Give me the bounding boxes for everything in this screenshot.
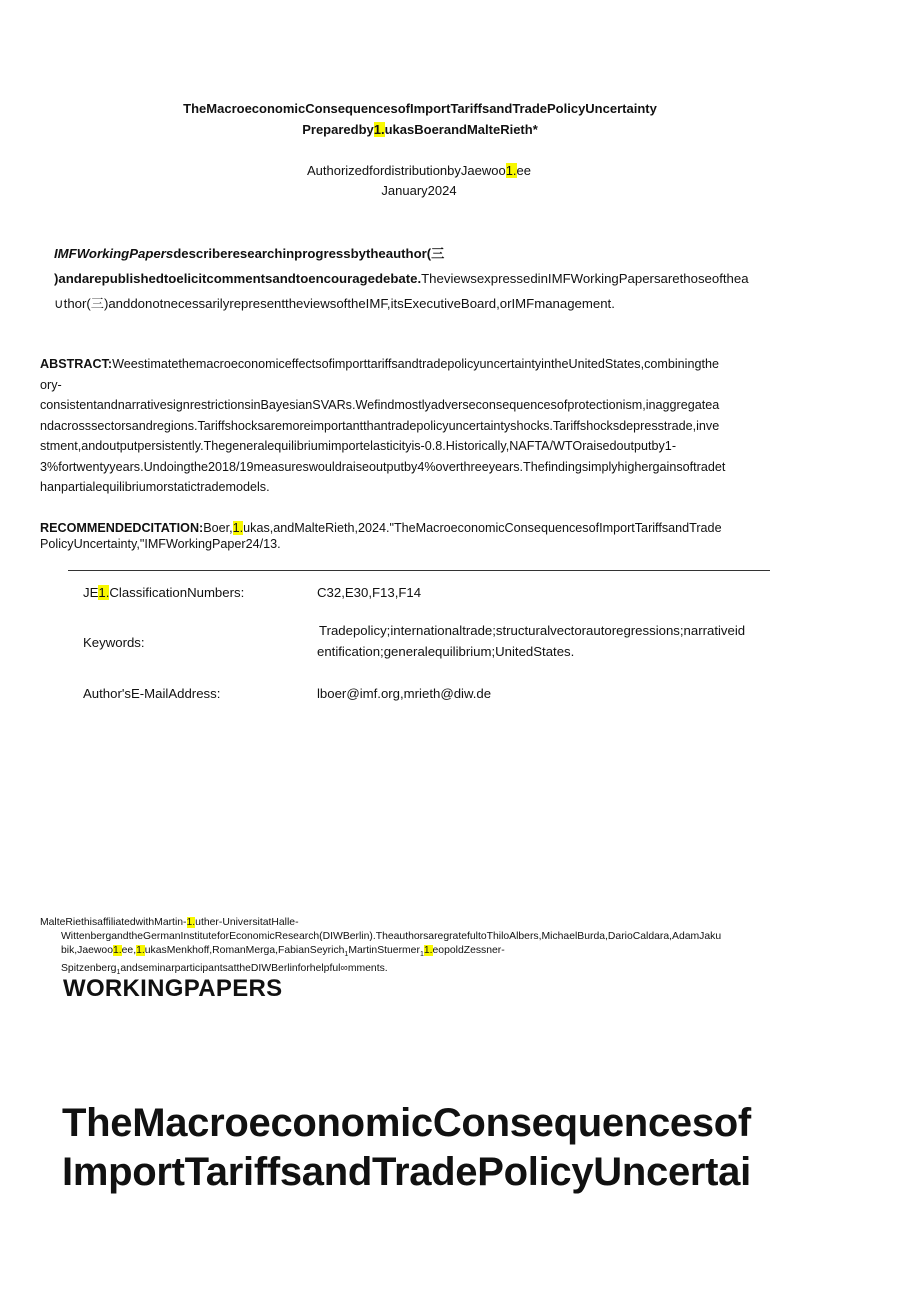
- prepared-by: Preparedby1.ukasBoerandMalteRieth*: [302, 122, 538, 137]
- publication-date: January2024: [381, 183, 457, 198]
- cover-title-line-2: ImportTariffsandTradePolicyUncertai: [62, 1150, 751, 1194]
- keywords-label: Keywords:: [83, 635, 145, 650]
- series-heading: WORKINGPAPERS: [63, 975, 283, 1002]
- email-value: lboer@imf.org,mrieth@diw.de: [317, 686, 492, 701]
- disclaimer: IMFWorkingPapersdescriberesearchinprogressbytheauthor(三 )andarepublishedtoelicitcommentsandtoencouragedebate.TheviewsexpressedinIMFWorkingPapersarethoseofthea ∪thor(三)anddonotnecessarilyrepresenttheviewsoftheIMF,itsExecutiveBoard,orIMFmanagement.: [54, 246, 749, 311]
- authorized-by: AuthorizedfordistributionbyJaewoo1.ee: [306, 163, 532, 178]
- keywords-value: Tradepolicy;internationaltrade;structuralvectorautoregressions;narrativeid entification;generalequilibrium;UnitedStates.: [317, 623, 746, 659]
- recommended-citation: RECOMMENDEDCITATION:Boer,1.ukas,andMalteRieth,2024."TheMacroeconomicConsequencesofImportTariffsandTrade PolicyUncertainty,"IMFWorkingPaper24/13.: [40, 521, 722, 551]
- jel-label: JE1.ClassificationNumbers:: [83, 585, 245, 600]
- abstract: ABSTRACT:WeestimatethemacroeconomiceffectsofimporttariffsandtradepolicyuncertaintyintheUnitedStates,combiningthe ory- consistentandnarrativesignrestrictionsinBayesianSVARs.Wefindmostlyadverseconsequencesofprotectionism,inaggregatea ndacrosssectorsandregions.Tariffshocksaremoreimportantthantradepolicyuncertaintyshocks.Tariffshocksdepresstrade,inve stment,andoutputpersistently.Thegeneralequilibriumimportelasticityis-0.8.Historically,NAFTA/WTOraisedoutputby1- 3%fortwentyyears.Undoingthe2018/19measureswouldraiseoutputby4%overthreeyears.Thefindingsimplyhighergainsoftradet hanpartialequilibriumorstatictrademodels.: [40, 357, 726, 494]
- cover-title-line-1: TheMacroeconomicConsequencesof: [62, 1101, 751, 1145]
- author-footnote: MalteRiethisaffiliatedwithMartin-1.uther-UniversitatHalle- WittenbergandtheGermanInstituteforEconomicResearch(DIWBerlin).TheauthorsaregratefultoThiloAlbers,MichaelBurda,DarioCaldara,AdamJaku bik,Jaewoo1.ee,1.ukasMenkhoff,RomanMerga,FabianSeyrich$_1$MartinStuermer$_1$1.eopoldZessner- Spitzenberg$_1$andseminarparticipantsattheDIWBerlinforhelpful∞mments.: [40, 917, 722, 977]
- jel-value: C32,E30,F13,F14: [317, 585, 422, 600]
- email-label: Author'sE-MailAddress:: [83, 686, 221, 701]
- divider: [68, 570, 770, 571]
- paper-title: TheMacroeconomicConsequencesofImportTariffsandTradePolicyUncertainty: [183, 101, 657, 116]
